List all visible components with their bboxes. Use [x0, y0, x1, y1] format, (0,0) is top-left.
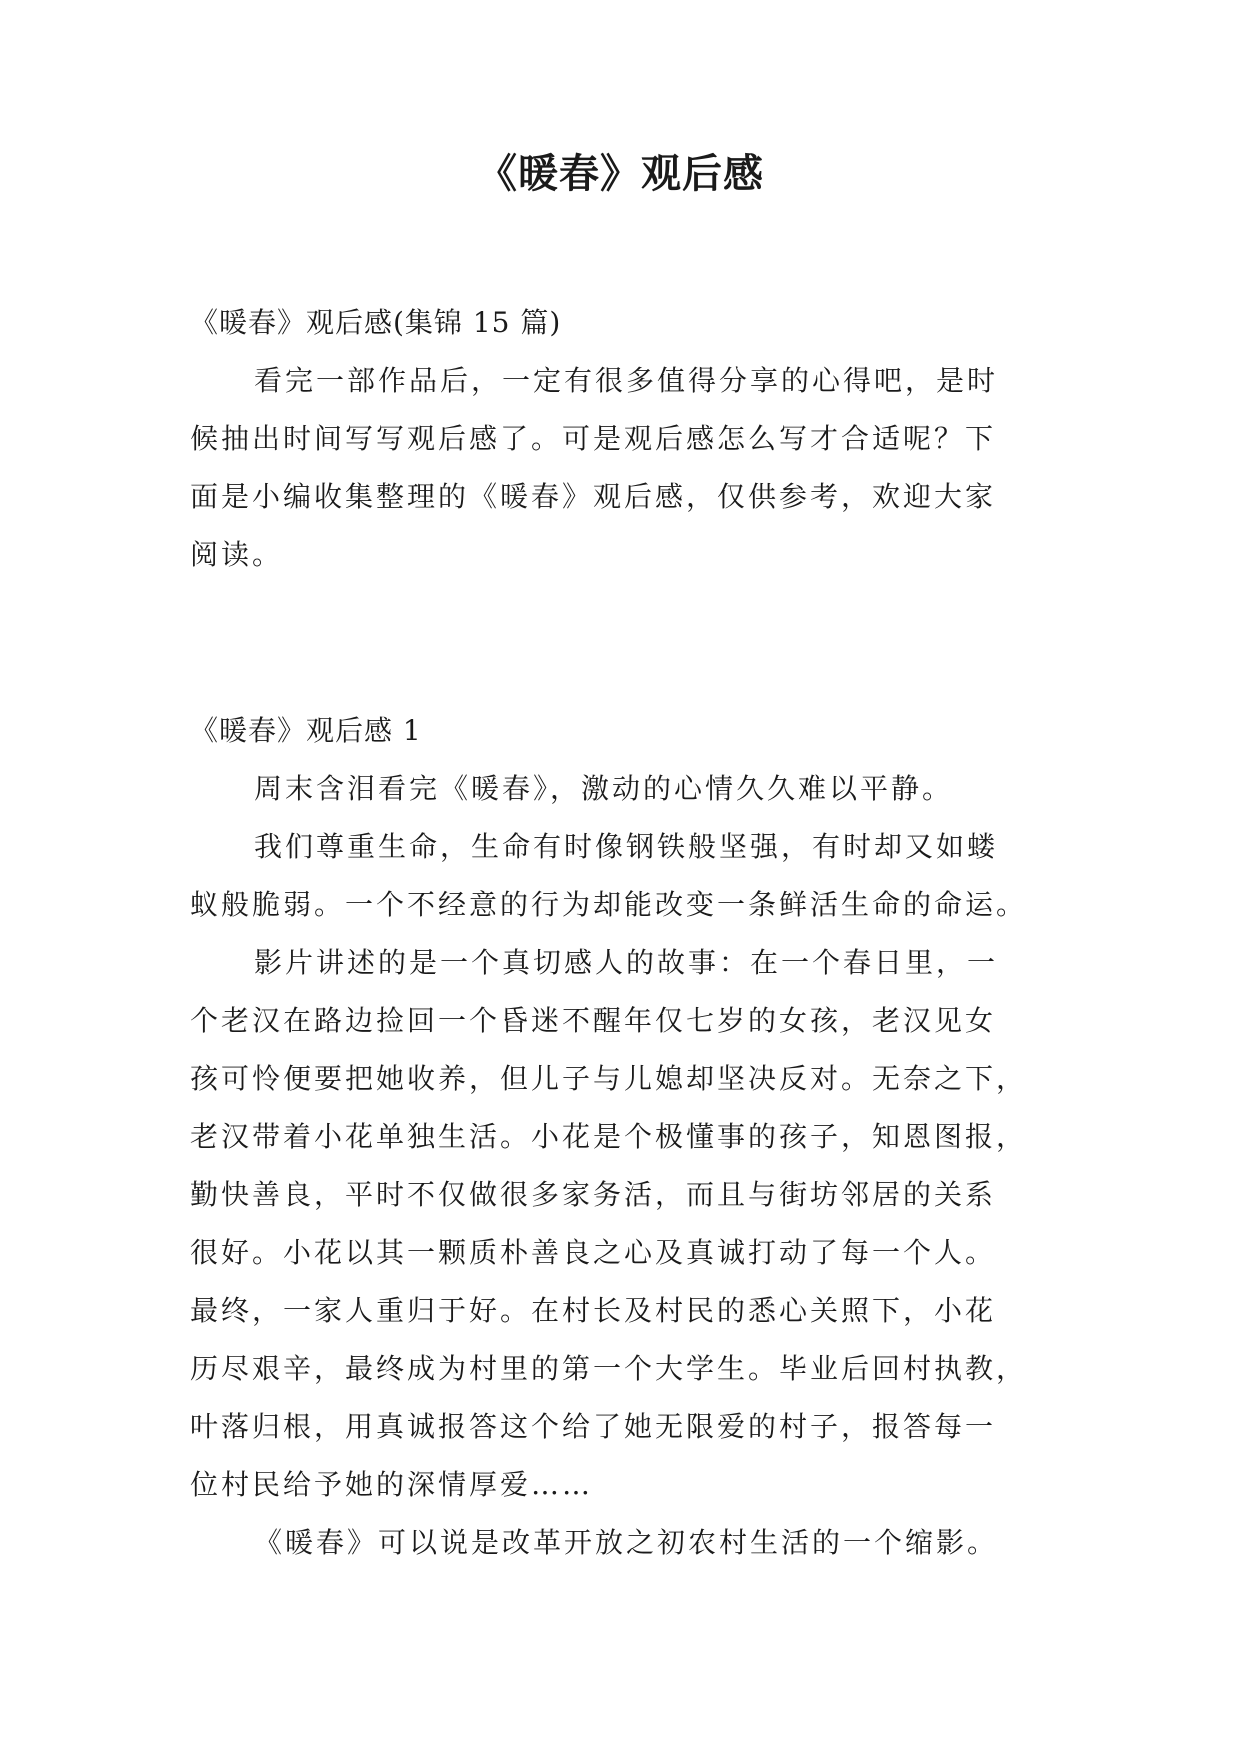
section-1-body	[190, 760, 1070, 1572]
paragraph-line: 个老汉在路边捡回一个昏迷不醒年仅七岁的女孩，老汉见女	[190, 1004, 997, 1037]
paragraph-line: 叶落归根，用真诚报答这个给了她无限爱的村子，报答每一	[190, 1410, 997, 1443]
intro-line: 候抽出时间写写观后感了。可是观后感怎么写才合适呢？下	[190, 422, 997, 455]
paragraph-line: 勤快善良，平时不仅做很多家务活，而且与街坊邻居的关系	[190, 1178, 997, 1211]
paragraph-line: 影片讲述的是一个真切感人的故事：在一个春日里，一	[254, 946, 999, 979]
intro-line: 看完一部作品后，一定有很多值得分享的心得吧，是时	[254, 364, 999, 397]
intro-line: 面是小编收集整理的《暖春》观后感，仅供参考，欢迎大家	[190, 480, 997, 513]
paragraph-line: 位村民给予她的深情厚爱……	[190, 1468, 594, 1501]
section-spacer	[190, 584, 1070, 702]
paragraph-line: 《暖春》可以说是改革开放之初农村生活的一个缩影。	[254, 1526, 999, 1559]
intro-paragraph	[190, 352, 1070, 584]
section-heading: 《暖春》观后感 1	[190, 714, 422, 747]
document-body	[190, 294, 1070, 1572]
paragraph-line: 老汉带着小花单独生活。小花是个极懂事的孩子，知恩图报，	[190, 1120, 1028, 1153]
paragraph-line: 周末含泪看完《暖春》，激动的心情久久难以平静。	[254, 772, 954, 805]
paragraph-line: 很好。小花以其一颗质朴善良之心及真诚打动了每一个人。	[190, 1236, 997, 1269]
document-subtitle: 《暖春》观后感(集锦 15 篇)	[190, 306, 562, 339]
paragraph-line: 最终，一家人重归于好。在村长及村民的悉心关照下，小花	[190, 1294, 997, 1327]
intro-line: 阅读。	[190, 538, 284, 571]
paragraph-line: 我们尊重生命，生命有时像钢铁般坚强，有时却又如蝼	[254, 830, 999, 863]
paragraph-line: 蚁般脆弱。一个不经意的行为却能改变一条鲜活生命的命运。	[190, 888, 1028, 921]
paragraph-line: 历尽艰辛，最终成为村里的第一个大学生。毕业后回村执教，	[190, 1352, 1028, 1385]
paragraph-line: 孩可怜便要把她收养，但儿子与儿媳却坚决反对。无奈之下，	[190, 1062, 1028, 1095]
document-title: 《暖春》观后感	[477, 151, 764, 197]
